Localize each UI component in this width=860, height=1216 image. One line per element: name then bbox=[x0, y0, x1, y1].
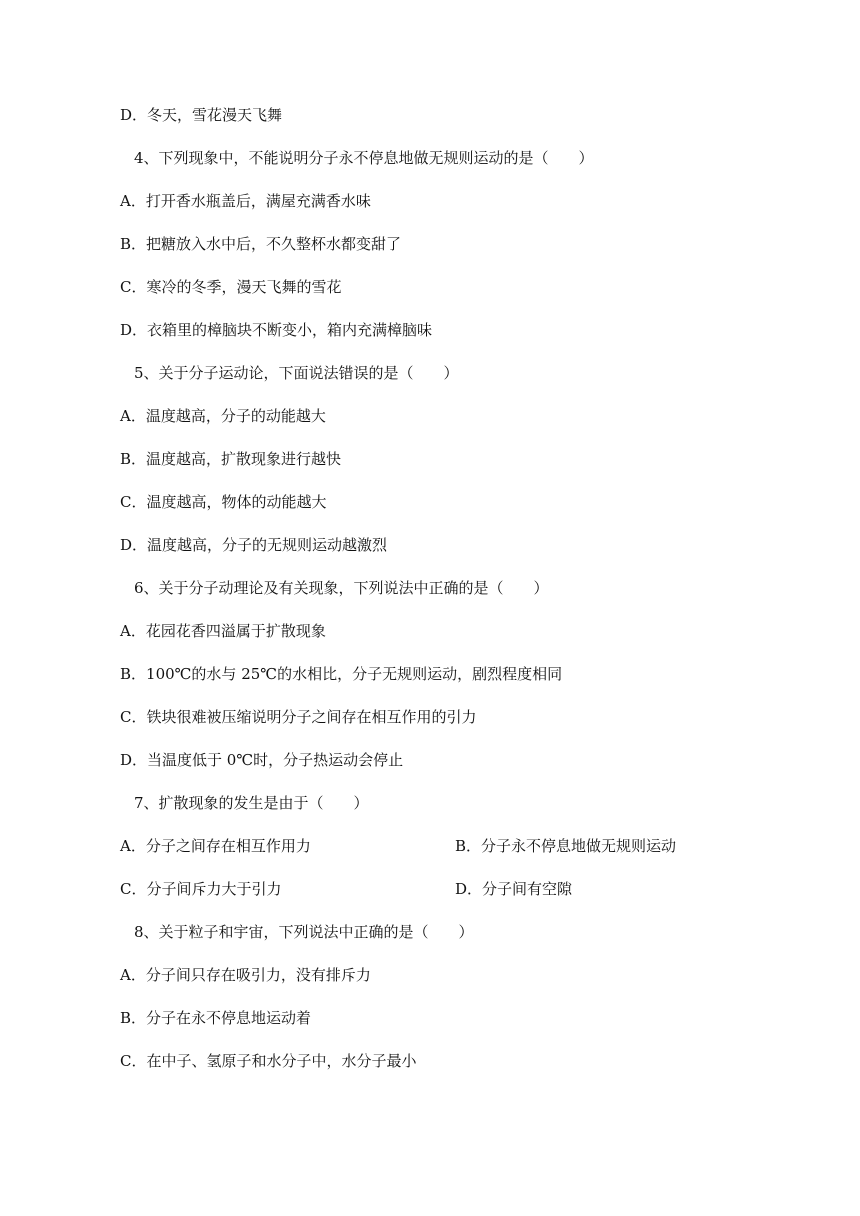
option-text: D．当温度低于 0℃时，分子热运动会停止 bbox=[120, 751, 404, 769]
option-text: A．打开香水瓶盖后，满屋充满香水味 bbox=[120, 192, 371, 210]
option-text: C．分子间斥力大于引力 bbox=[120, 880, 282, 898]
option-text: C．铁块很难被压缩说明分子之间存在相互作用的引力 bbox=[120, 708, 477, 726]
option-text: A．花园花香四溢属于扩散现象 bbox=[120, 622, 326, 640]
option-text: B．分子永不停息地做无规则运动 bbox=[455, 837, 677, 855]
question-6-stem: 6、关于分子动理论及有关现象，下列说法中正确的是（ ） bbox=[134, 579, 549, 597]
option-text: A．分子之间存在相互作用力 bbox=[120, 837, 311, 855]
option-text: B．把糖放入水中后，不久整杯水都变甜了 bbox=[120, 235, 402, 253]
option-text: C．寒冷的冬季，漫天飞舞的雪花 bbox=[120, 278, 342, 296]
option-text: A．温度越高，分子的动能越大 bbox=[120, 407, 326, 425]
option-text: B．温度越高，扩散现象进行越快 bbox=[120, 450, 342, 468]
question-8-stem: 8、关于粒子和宇宙，下列说法中正确的是（ ） bbox=[134, 923, 474, 941]
option-text: B．分子在永不停息地运动着 bbox=[120, 1009, 312, 1027]
option-text: D．衣箱里的樟脑块不断变小，箱内充满樟脑味 bbox=[120, 321, 433, 339]
option-text: B．100℃的水与 25℃的水相比，分子无规则运动，剧烈程度相同 bbox=[120, 665, 563, 683]
question-4-stem: 4、下列现象中，不能说明分子永不停息地做无规则运动的是（ ） bbox=[134, 149, 594, 167]
option-text: C．在中子、氢原子和水分子中，水分子最小 bbox=[120, 1052, 417, 1070]
question-7-stem: 7、扩散现象的发生是由于（ ） bbox=[134, 794, 369, 812]
option-text: D．分子间有空隙 bbox=[455, 880, 573, 898]
option-text: C．温度越高，物体的动能越大 bbox=[120, 493, 327, 511]
option-text: A．分子间只存在吸引力，没有排斥力 bbox=[120, 966, 371, 984]
option-text: D．冬天，雪花漫天飞舞 bbox=[120, 106, 283, 124]
option-text: D．温度越高，分子的无规则运动越激烈 bbox=[120, 536, 388, 554]
question-5-stem: 5、关于分子运动论，下面说法错误的是（ ） bbox=[134, 364, 459, 382]
